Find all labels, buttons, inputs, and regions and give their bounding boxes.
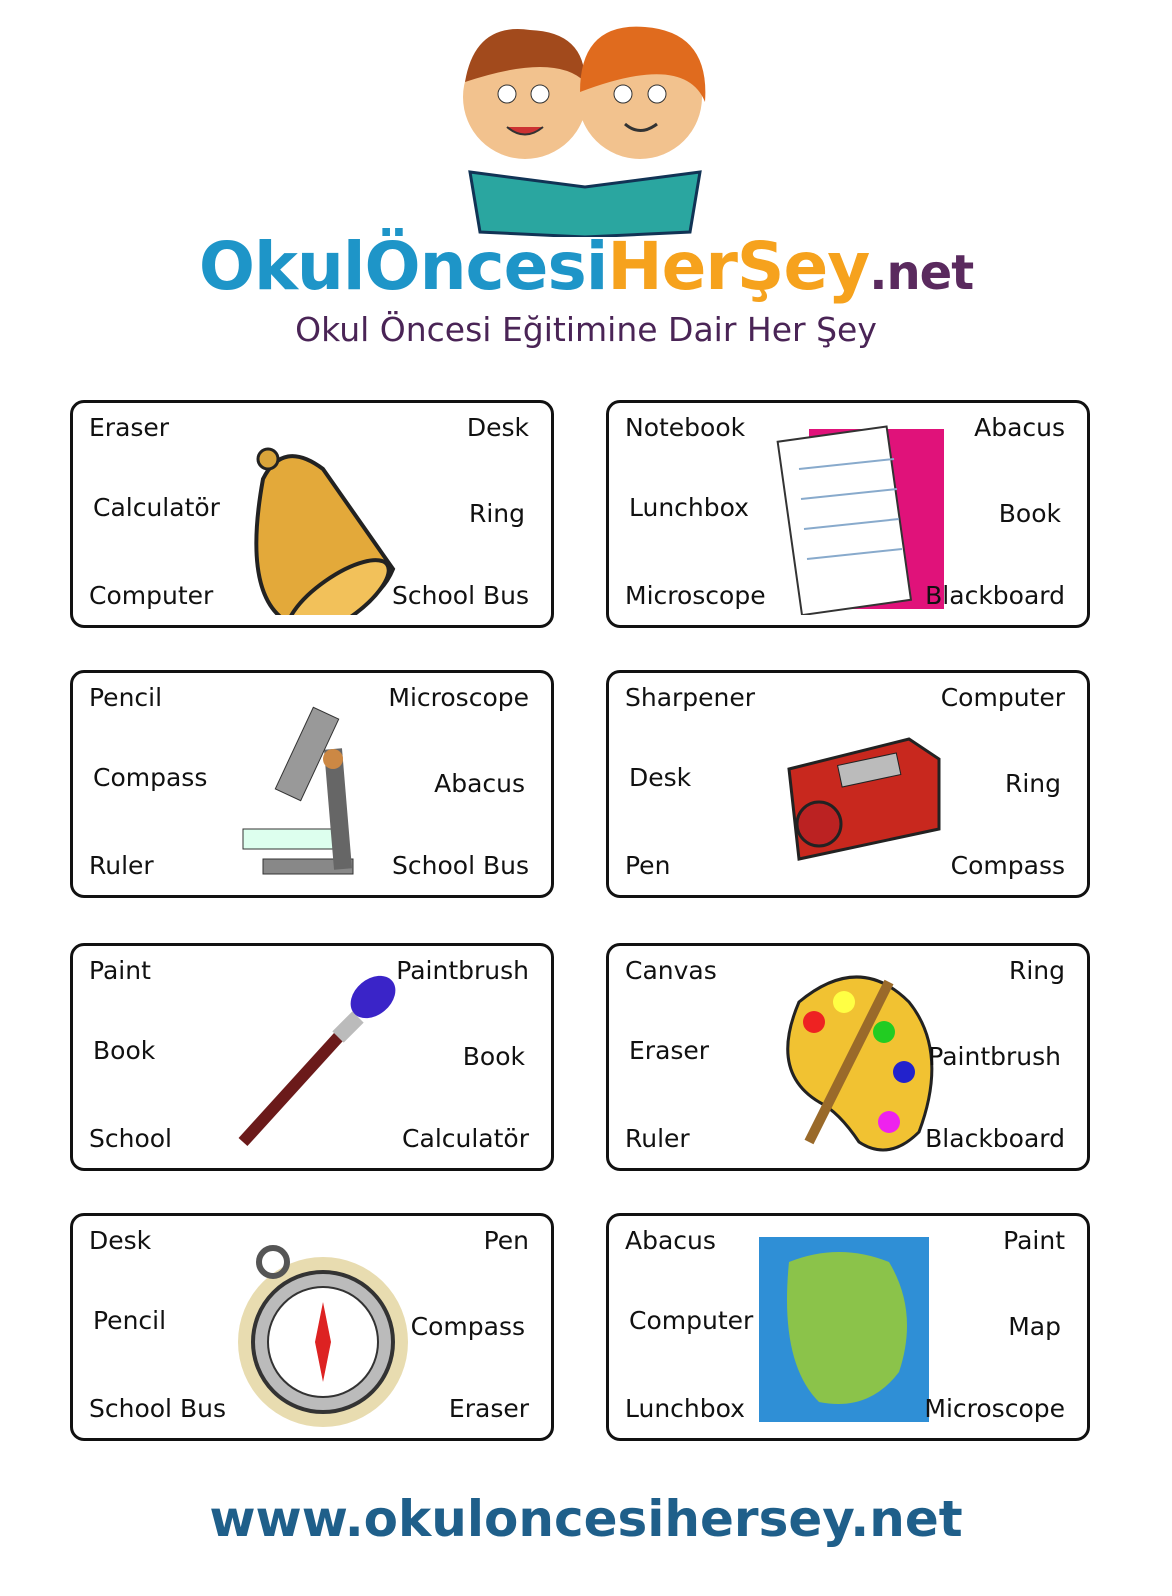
palette-icon [759,962,949,1158]
word-option: Blackboard [925,1124,1065,1153]
word-option: Ruler [625,1124,690,1153]
word-option: Desk [629,763,692,792]
word-option: Pen [483,1226,529,1255]
word-option: Desk [89,1226,152,1255]
word-option: Ring [468,499,525,528]
word-option: Microscope [388,683,529,712]
word-card [70,670,554,898]
word-card [70,1213,554,1441]
word-option: Abacus [625,1226,716,1255]
word-card [70,400,554,628]
word-option: Paintbrush [396,956,529,985]
logo-part-1: OkulÖncesi [198,228,608,305]
word-option: Pencil [89,683,163,712]
word-option: Abacus [974,413,1065,442]
word-option: Compass [93,763,208,792]
microscope-icon [223,689,413,885]
word-card [606,670,1090,898]
word-option: Desk [466,413,529,442]
word-option: Computer [940,683,1065,712]
paintbrush-icon [223,962,413,1158]
word-option: School Bus [392,581,529,610]
word-option: Book [998,499,1061,528]
word-option: Pen [625,851,671,880]
word-option: Microscope [924,1394,1065,1423]
word-option: Eraser [629,1036,710,1065]
word-option: Eraser [89,413,170,442]
word-option: Blackboard [925,581,1065,610]
word-option: Book [462,1042,525,1071]
sharpener-icon [759,689,949,885]
word-card [606,1213,1090,1441]
word-option: Paintbrush [928,1042,1061,1071]
word-option: Abacus [434,769,525,798]
map-icon [759,1232,949,1428]
word-option: Compass [410,1312,525,1341]
word-option: School Bus [89,1394,226,1423]
reading-kids-logo [435,12,735,237]
word-option: Pencil [93,1306,167,1335]
tagline: Okul Öncesi Eğitimine Dair Her Şey [295,310,877,349]
logo-part-3: .net [869,245,974,301]
word-option: Ring [1008,956,1065,985]
word-option: Eraser [448,1394,529,1423]
word-option: Lunchbox [625,1394,745,1423]
site-logo [0,228,1172,305]
word-card [606,400,1090,628]
word-option: Calculatör [93,493,220,522]
bell-icon [223,419,413,615]
word-option: Paint [89,956,151,985]
footer-url: www.okuloncesihersey.net [209,1490,963,1548]
word-option: School [89,1124,172,1153]
word-option: Ring [1004,769,1061,798]
word-option: Computer [89,581,214,610]
word-option: School Bus [392,851,529,880]
word-card [606,943,1090,1171]
word-option: Lunchbox [629,493,749,522]
word-option: Microscope [625,581,766,610]
word-option: Compass [950,851,1065,880]
compass-icon [223,1232,413,1428]
logo-part-2: HerŞey [607,228,870,305]
word-option: Map [1008,1312,1061,1341]
word-option: Notebook [625,413,746,442]
word-option: Canvas [625,956,717,985]
word-option: Ruler [89,851,154,880]
notebook-icon [759,419,949,615]
word-card [70,943,554,1171]
word-option: Calculatör [402,1124,529,1153]
word-option: Sharpener [625,683,756,712]
word-option: Book [93,1036,156,1065]
word-option: Computer [629,1306,754,1335]
word-option: Paint [1003,1226,1065,1255]
